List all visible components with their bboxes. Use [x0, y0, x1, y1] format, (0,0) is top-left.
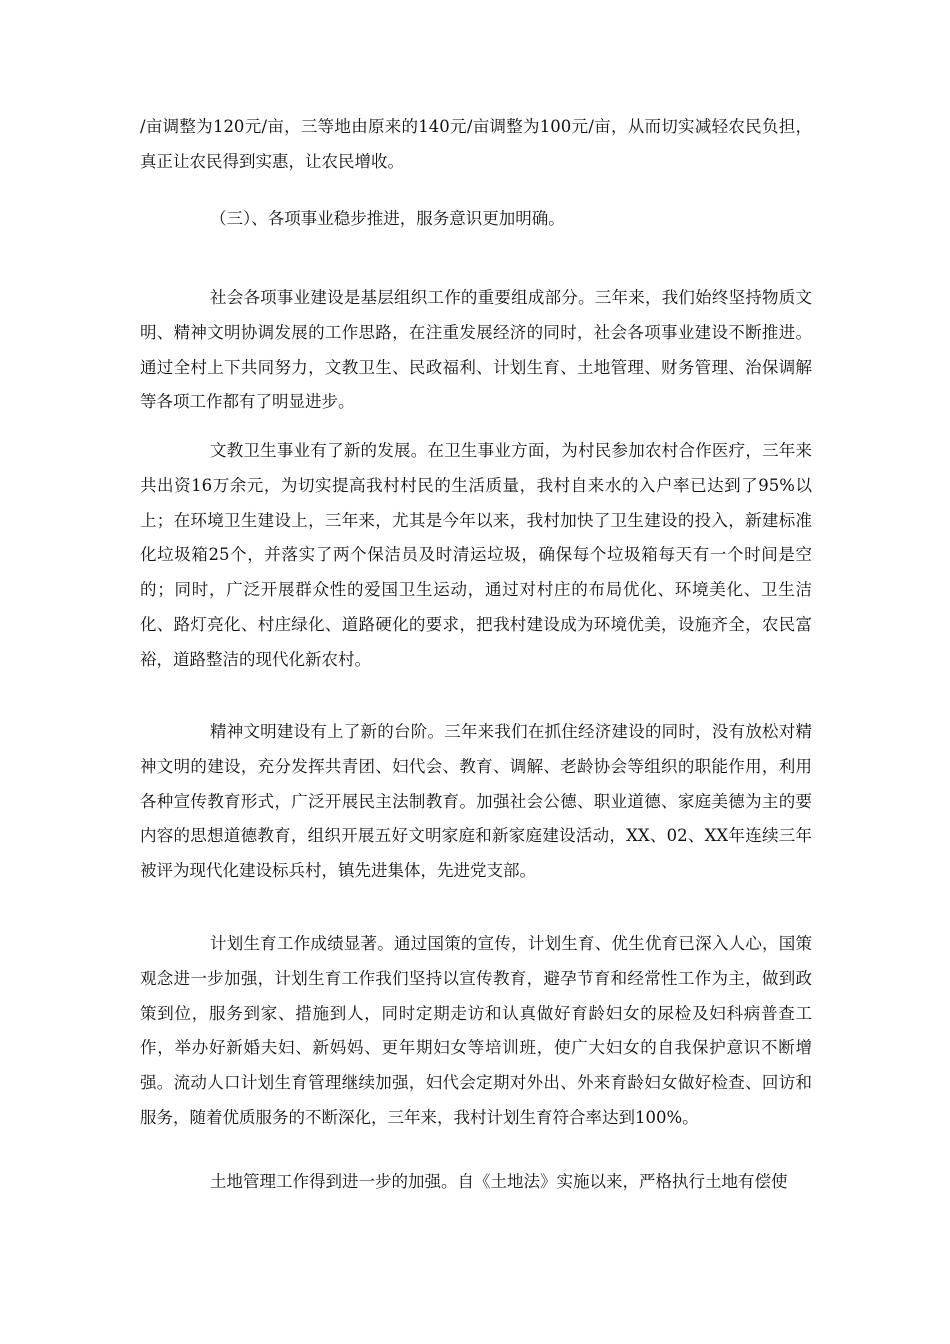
paragraph-spiritual-civilization: 精神文明建设有上了新的台阶。三年来我们在抓住经济建设的同时，没有放松对精神文明的建设，充分发挥共青团、妇代会、教育、调解、老龄协会等组织的职能作用，利用各种宣传教育形式，广泛开展民主法制教育。加强社会公德、职业道德、家庭美德为主的要内容的思想道德教育，组织开展五好文明家庭和新家庭建设活动，XX、02、XX年连续三年被评为现代化建设标兵村，镇先进集体，先进党支部。: [140, 722, 812, 881]
paragraph-family-planning: 计划生育工作成绩显著。通过国策的宣传，计划生育、优生优育已深入人心，国策观念进一步加强，计划生育工作我们坚持以宣传教育，避孕节育和经常性工作为主，做到政策到位，服务到家、措施到人，同时定期走访和认真做好育龄妇女的尿检及妇科病普查工作，举办好新婚夫妇、新妈妈、更年期妇女等培训班，使广大妇女的自我保护意识不断增强。流动人口计划生育管理继续加强，妇代会定期对外出、外来育龄妇女做好检查、回访和服务，随着优质服务的不断深化，三年来，我村计划生育符合率达到100%。: [140, 934, 812, 1127]
paragraph-social-undertakings: 社会各项事业建设是基层组织工作的重要组成部分。三年来，我们始终坚持物质文明、精神文明协调发展的工作思路，在注重发展经济的同时，社会各项事业建设不断推进。通过全村上下共同努力，文教卫生、民政福利、计划生育、土地管理、财务管理、治保调解等各项工作都有了明显进步。: [140, 288, 812, 412]
section-heading: （三）、各项事业稳步推进，服务意识更加明确。: [210, 209, 565, 228]
paragraph-health-education: 文教卫生事业有了新的发展。在卫生事业方面，为村民参加农村合作医疗，三年来共出资16万余元，为切实提高我村村民的生活质量，我村自来水的入户率已达到了95%以上；在环境卫生建设上，三年来，尤其是今年以来，我村加快了卫生建设的投入，新建标准化垃圾箱25个，并落实了两个保洁员及时清运垃圾，确保每个垃圾箱每天有一个时间是空的；同时，广泛开展群众性的爱国卫生运动，通过对村庄的布局优化、环境美化、卫生洁化、路灯亮化、村庄绿化、道路硬化的要求，把我村建设成为环境优美，设施齐全，农民富裕，道路整洁的现代化新农村。: [140, 441, 812, 669]
paragraph-continuation: /亩调整为120元/亩，三等地由原来的140元/亩调整为100元/亩，从而切实减轻农民负担，真正让农民得到实惠，让农民增收。: [140, 117, 812, 171]
paragraph-land-management: 土地管理工作得到进一步的加强。自《土地法》实施以来，严格执行土地有偿使: [210, 1172, 788, 1191]
